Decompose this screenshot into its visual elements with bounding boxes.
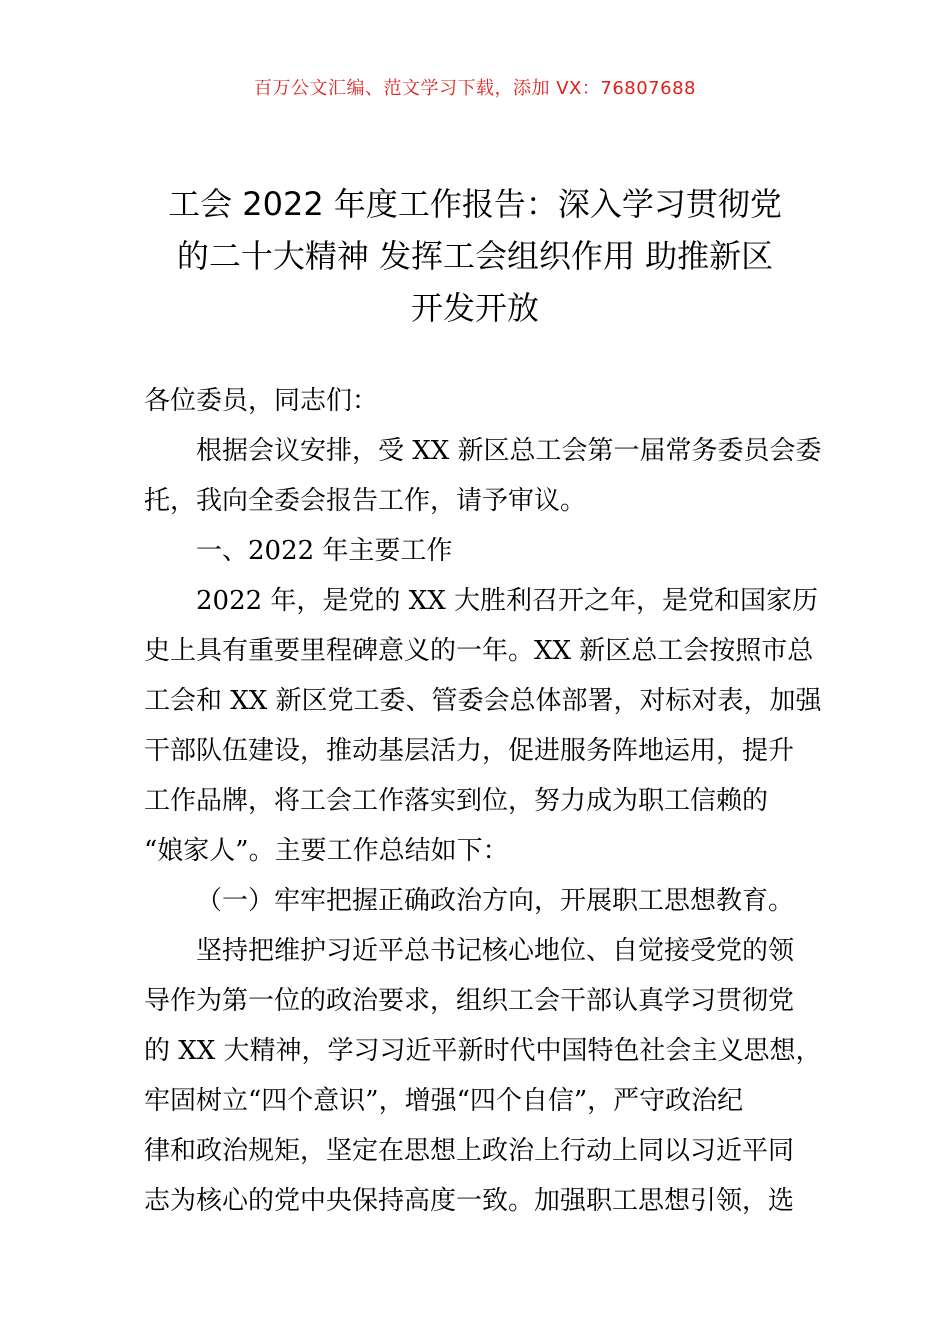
document-body: [144, 376, 822, 1226]
paragraph-line: 导作为第一位的政治要求，组织工会干部认真学习贯彻党: [144, 986, 795, 1016]
section-heading: 一、2022 年主要工作: [196, 536, 453, 566]
paragraph-line: 牢固树立“四个意识”，增强“四个自信”，严守政治纪: [144, 1086, 744, 1116]
paragraph-line: 史上具有重要里程碑意义的一年。XX 新区总工会按照市总: [144, 636, 814, 666]
paragraph-line: 志为核心的党中央保持高度一致。加强职工思想引领，选: [144, 1186, 795, 1216]
paragraph-line: 工作品牌，将工会工作落实到位，努力成为职工信赖的: [144, 786, 769, 816]
paragraph-line: 根据会议安排，受 XX 新区总工会第一届常务委员会委: [196, 436, 822, 466]
title-line-3: 开发开放: [410, 289, 539, 327]
paragraph-line: 托，我向全委会报告工作，请予审议。: [144, 486, 587, 516]
paragraph-line: 的 XX 大精神，学习习近平新时代中国特色社会主义思想，: [144, 1036, 822, 1066]
paragraph-line: 律和政治规矩，坚定在思想上政治上行动上同以习近平同: [144, 1136, 795, 1166]
salutation: 各位委员，同志们：: [144, 386, 379, 416]
paragraph-line: “娘家人”。主要工作总结如下：: [144, 836, 509, 866]
title-line-1: 工会 2022 年度工作报告：深入学习贯彻党: [168, 185, 782, 223]
paragraph-line: 2022 年，是党的 XX 大胜利召开之年，是党和国家历: [196, 586, 818, 616]
paragraph-line: 干部队伍建设，推动基层活力，促进服务阵地运用，提升: [144, 736, 795, 766]
header-promo-note: 百万公文汇编、范文学习下载，添加 VX：76807688: [254, 78, 696, 99]
title-line-2: 的二十大精神 发挥工会组织作用 助推新区: [176, 237, 774, 275]
subsection-heading: （一）牢牢把握正确政治方向，开展职工思想教育。: [196, 886, 795, 916]
paragraph-line: 坚持把维护习近平总书记核心地位、自觉接受党的领: [196, 936, 795, 966]
paragraph-line: 工会和 XX 新区党工委、管委会总体部署，对标对表，加强: [144, 686, 822, 716]
document-title: [140, 178, 810, 334]
